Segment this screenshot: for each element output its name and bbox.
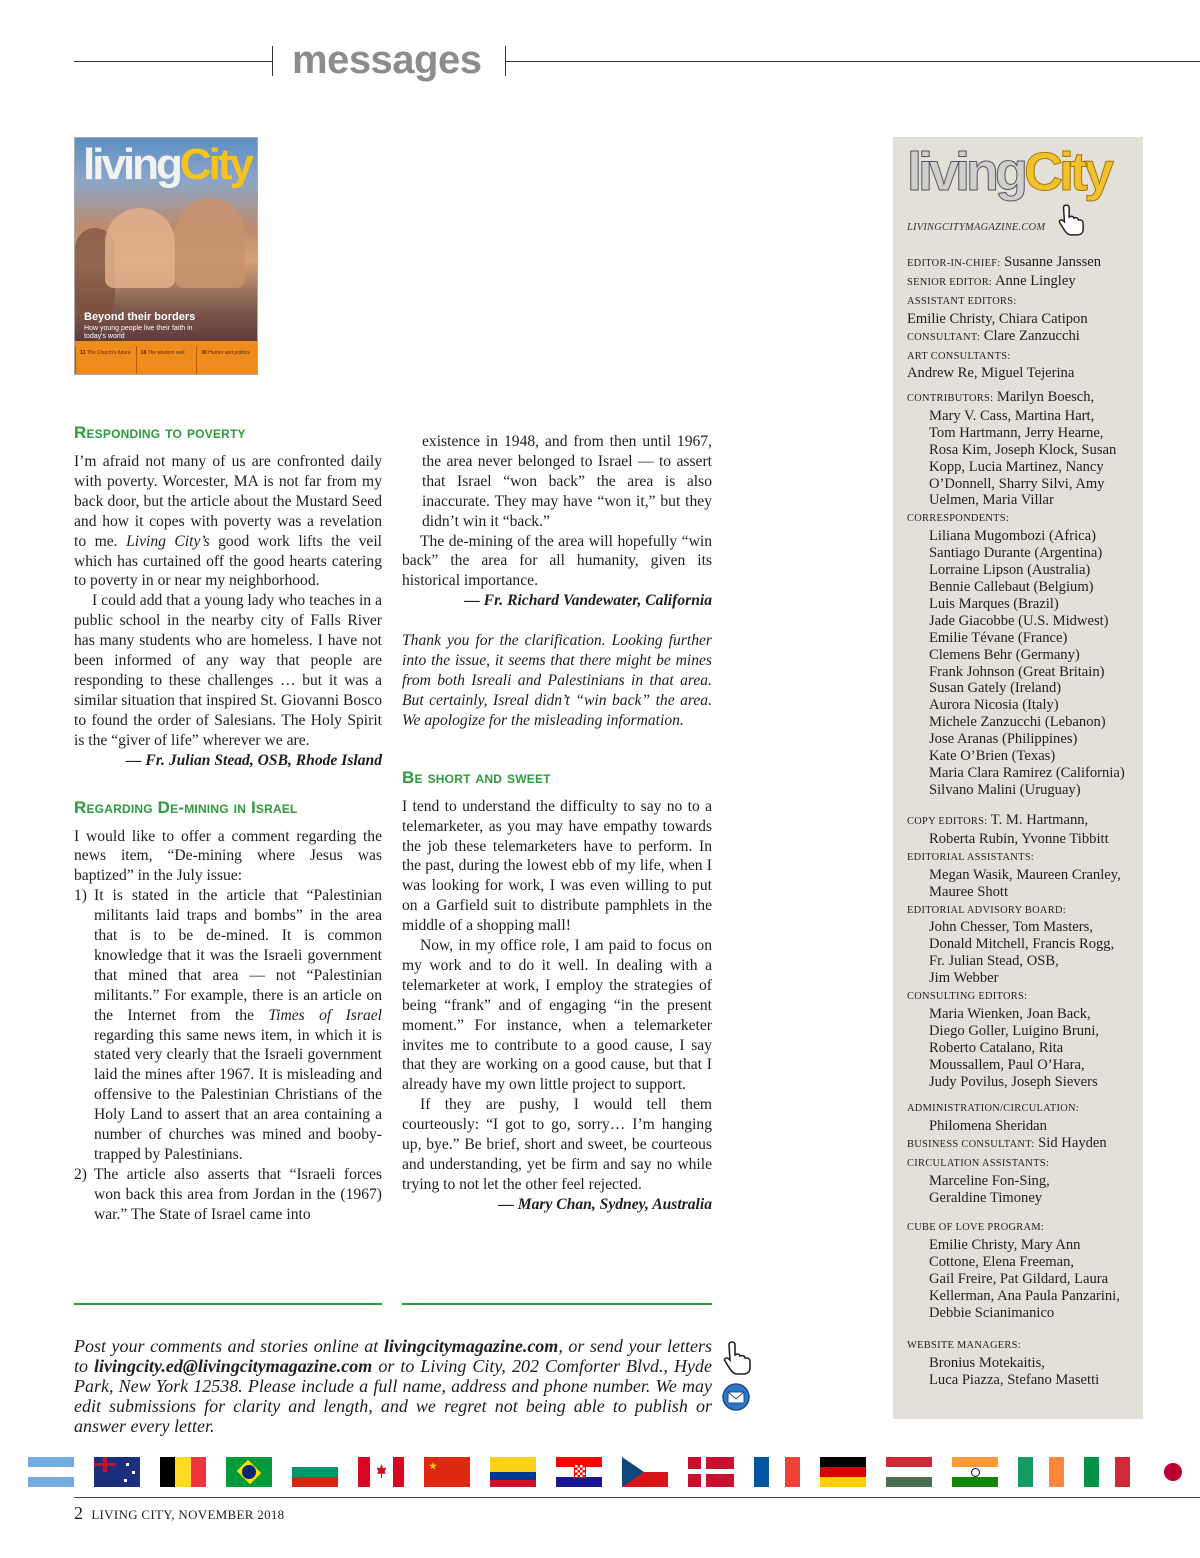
letters-column-left [74, 422, 382, 1225]
flag-ireland-icon [1018, 1457, 1064, 1487]
letter-paragraph: Now, in my office role, I am paid to focus on my work and to do it well. In dealing with a telemarketer at work, I employ the strategies of being “frank” and of engaging “in the present moment.” For instance, when a telemarketer invites me to contribute to a good cause, I say that they are working on a good cause, but that I already have my own little project to support. [402, 937, 712, 1094]
page-number: 2 [74, 1503, 84, 1523]
flag-japan-icon [1150, 1457, 1196, 1487]
cover-logo: livingCity [83, 140, 252, 189]
cover-strip-item: 30 Humor and politics [196, 346, 257, 374]
flag-belgium-icon [160, 1457, 206, 1487]
submission-notice: Post your comments and stories online at livingcitymagazine.com, or send your letters to livingcity.ed@livingcitymagazine.com or to Living City, 202 Comforter Blvd., Hyde Park, New York 12538. Please include a full name, address and phone number. We may edit submissions for clarity and length, and we regret not being able to publish or answer every letter. [74, 1336, 712, 1436]
hand-pointer-icon[interactable] [1057, 201, 1085, 239]
flag-bulgaria-icon [292, 1457, 338, 1487]
hand-pointer-icon[interactable] [722, 1340, 752, 1376]
letter-signature: — Fr. Julian Stead, OSB, Rhode Island [125, 751, 382, 769]
masthead-website: WEBSITE MANAGERS: Bronius Motekaitis, Luca Piazza, Stefano Masetti [907, 1340, 1100, 1388]
masthead-staff-block: EDITOR-IN-CHIEF: Susanne Janssen SENIOR EDITOR: Anne Lingley ASSISTANT EDITORS: Emilie Christy, Chiara Catipon CONSULTANT: Clare Zanzucchi ART CONSULTANTS: Andrew Re, Miguel Tejerina [907, 254, 1102, 382]
cover-subline: How young people live their faith in today's world [84, 325, 193, 340]
cover-photo-figure [105, 208, 175, 288]
flag-colombia-icon [490, 1457, 536, 1487]
flag-france-icon [754, 1457, 800, 1487]
cover-strip-item: 13 The Church's future [75, 346, 136, 374]
email-envelope-icon[interactable] [720, 1382, 752, 1412]
column-rule [402, 1303, 712, 1305]
section-title: messages [292, 38, 482, 82]
flag-canada-icon [358, 1457, 404, 1487]
letter-heading: Be short and sweet [402, 767, 551, 787]
masthead-editors: COPY EDITORS: T. M. Hartmann, Roberta Rubin, Yvonne Tibbitt EDITORIAL ASSISTANTS: Megan Wasik, Maureen Cranley, Mauree Shott EDITORIAL ADVISORY BOARD: John Chesser, Tom Masters, Donald Mitchell, Francis Rogg, Fr. Julian Stead, OSB, Jim Webber CONSULTING EDITORS: Maria Wienken, Joan Back, Diego Goller, Luigino Bruni, Roberto Catalano, Rita Moussallem, Paul O’Hara, Judy Povilus, Joseph Sievers [907, 812, 1121, 1090]
letter-paragraph: I would like to offer a comment regarding the news item, “De-mining where Jesus was baptized” in the July issue: [74, 827, 382, 885]
letter-heading: Responding to poverty [74, 423, 246, 442]
flag-argentina-icon [28, 1457, 74, 1487]
flag-germany-icon [820, 1457, 866, 1487]
cover-photo-figure [175, 198, 245, 288]
letter-heading: Regarding De-mining in Israel [74, 797, 298, 817]
letter-paragraph: If they are pushy, I would tell them courteously: “I got to go, sorry… I’m hanging up, bye.” Be brief, short and sweet, be courteous and understanding, yet be firm and say no while trying to not let the other feel rejected. [402, 1096, 712, 1193]
letter-paragraph: existence in 1948, and from then until 1967, the area never belonged to Israel — to assert that Israel “won back” the area is also inaccurate. They may have “won it,” but they didn’t win it “back.” [422, 433, 712, 530]
masthead-panel [893, 137, 1143, 1419]
letters-column-middle [402, 432, 712, 1215]
masthead-logo: livingCity [907, 142, 1111, 202]
letter-paragraph: I tend to understand the difficulty to say no to a telemarketer, as you may have empathy towards the job these telemarketers have to perform. In the past, during the lowest ebb of my life, when I was looking for work, I was even willing to put on a Garfield suit to distribute pamphlets in the middle of a shopping mall! [402, 797, 712, 935]
flag-china-icon [424, 1457, 470, 1487]
header-rule-left [74, 61, 272, 62]
email-link[interactable]: livingcity.ed@livingcitymagazine.com [94, 1356, 373, 1376]
letter-signature: — Mary Chan, Sydney, Australia [498, 1195, 712, 1213]
flag-croatia-icon [556, 1457, 602, 1487]
masthead-url[interactable]: LIVINGCITYMAGAZINE.COM [907, 222, 1046, 233]
magazine-cover-thumbnail[interactable] [74, 137, 258, 375]
list-item: 1) It is stated in the article that “Palestinian militants laid traps and bombs” in the area that is to be de-mined. It is common knowledge that it was the Israeli government that mined that area — not “Palestinian militants.” For example, there is an article on the Internet from the Times of Israel regarding this same news item, in which it is stated very clearly that the Israeli government laid the mines after 1967. It is misleading and offensive to the Palestinian Christians of the Holy Land to assert that an area containing a number of churches was mined and booby-trapped by Palestinians. [74, 887, 382, 1163]
website-link[interactable]: livingcitymagazine.com [383, 1336, 559, 1356]
page-folio [74, 1503, 284, 1524]
header-tick-left [272, 46, 273, 76]
letter-paragraph: I could add that a young lady who teaches in a public school in the nearby city of Falls River has many students who are homeless. I have not been informed of any way that people are responding to these challenges … but it was a similar situation that inspired St. Giovanni Bosco to found the order of Salesians. The Holy Spirit is the “giver of life” wherever we are. [74, 592, 382, 749]
letter-signature: — Fr. Richard Vandewater, California [464, 592, 712, 610]
footer-rule [74, 1497, 1200, 1498]
list-item: 2) The article also asserts that “Israeli forces won back this area from Jordan in the (1967) war.” The State of Israel came into [74, 1165, 382, 1223]
masthead-cube-of-love: CUBE OF LOVE PROGRAM: Emilie Christy, Mary Ann Cottone, Elena Freeman, Gail Freire, Pat Gildard, Laura Kellerman, Ana Paula Panzarini, Debbie Scianimanico [907, 1222, 1120, 1321]
letter-paragraph: I’m afraid not many of us are confronted daily with poverty. Worcester, MA is not far from my back door, but the article about the Mustard Seed and how it copes with poverty was a revelation to me. Living City’s good work lifts the veil which has curtained off the good hearts catering to poverty in or near my neighborhood. [74, 453, 382, 590]
cover-contents-strip [75, 346, 257, 374]
column-rule [74, 1303, 382, 1305]
flag-denmark-icon [688, 1457, 734, 1487]
flags-row [28, 1457, 1188, 1489]
flag-hungary-icon [886, 1457, 932, 1487]
letter-paragraph: The de-mining of the area will hopefully “win back” the area for all humanity, given its historical importance. [402, 532, 712, 590]
masthead-administration: ADMINISTRATION/CIRCULATION: Philomena Sheridan BUSINESS CONSULTANT: Sid Hayden CIRCULATION ASSISTANTS: Marceline Fon-Sing, Geraldine Timoney [907, 1103, 1107, 1206]
cover-headline: Beyond their borders [84, 311, 196, 323]
flag-india-icon [952, 1457, 998, 1487]
flag-brazil-icon [226, 1457, 272, 1487]
header-rule-right [505, 61, 1200, 62]
flag-australia-icon [94, 1457, 140, 1487]
flag-czech-icon [622, 1457, 668, 1487]
masthead-contributors: CONTRIBUTORS: Marilyn Boesch, Mary V. Cass, Martina Hart, Tom Hartmann, Jerry Hearne, Rosa Kim, Joseph Klock, Susan Kopp, Lucia Martinez, Nancy O’Donnell, Sharry Silvi, Amy Uelmen, Maria Villar CORRESPONDENTS: Liliana Mugombozi (Africa) Santiago Durante (Argentina) Lorraine Lipson (Australia) Bennie Callebaut (Belgium) Luis Marques (Brazil) Jade Giacobbe (U.S. Midwest) Emilie Tévane (France) Clemens Behr (Germany) Frank Johnson (Great Britain) Susan Gately (Ireland) Aurora Nicosia (Italy) Michele Zanzucchi (Lebanon) Jose Aranas (Philippines) Kate O’Brien (Texas) Maria Clara Ramirez (California) Silvano Malini (Uruguay) [907, 389, 1125, 798]
editor-reply: Thank you for the clarification. Looking further into the issue, it seems that there might be mines from both Isreali and Palestinians in that area. But certainly, Isreal didn’t “win back” the area. We apologize for the misleading information. [402, 632, 712, 729]
flag-italy-icon [1084, 1457, 1130, 1487]
cover-strip-item: 18 The wisdom well [136, 346, 197, 374]
issue-label: LIVING CITY, NOVEMBER 2018 [91, 1507, 285, 1522]
